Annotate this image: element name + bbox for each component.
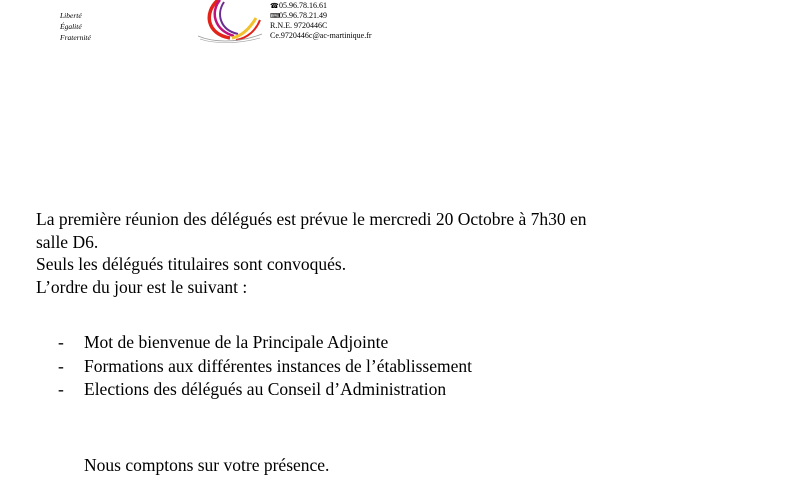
body-line-2: salle D6. [36,231,99,252]
phone-line [270,1,372,11]
bullet-dash: - [58,379,64,399]
motto-fraternite: Fraternité [60,33,91,42]
closing-line: Nous comptons sur votre présence. [84,455,330,475]
motto-egalite: Égalité [60,22,82,31]
fax-icon: ⌨ [270,12,281,20]
email-address[interactable]: Ce.9720446c@ac-martinique.fr [270,31,372,40]
list-item [58,331,472,355]
body-line-3: Seuls les délégués titulaires sont convoqués. [36,254,347,274]
letterhead [0,0,791,50]
letter-body [36,208,736,298]
school-logo [196,0,266,44]
rne-code: R.N.E. 9720446C [270,21,328,30]
agenda-item-3: Elections des délégués au Conseil d’Administration [84,379,447,399]
agenda-list [58,331,472,402]
fax-line [270,11,372,21]
contact-block [270,1,372,41]
list-item [58,355,472,379]
body-line-4: L’ordre du jour est le suivant : [36,276,248,297]
phone-icon: ☎ [270,2,279,10]
bullet-dash: - [58,355,64,376]
agenda-item-1: Mot de bienvenue de la Principale Adjointe [84,332,389,352]
body-line-1: La première réunion des délégués est prévue le mercredi 20 Octobre à 7h30 en [36,209,587,229]
motto-liberte: Liberté [60,11,82,20]
republic-motto [60,10,91,43]
agenda-item-2: Formations aux différentes instances de l’établissement [84,355,472,376]
bullet-dash: - [58,332,64,352]
fax-number: 05.96.78.21.49 [279,11,327,20]
list-item [58,378,472,402]
phone-number: 05.96.78.16.61 [279,1,327,10]
